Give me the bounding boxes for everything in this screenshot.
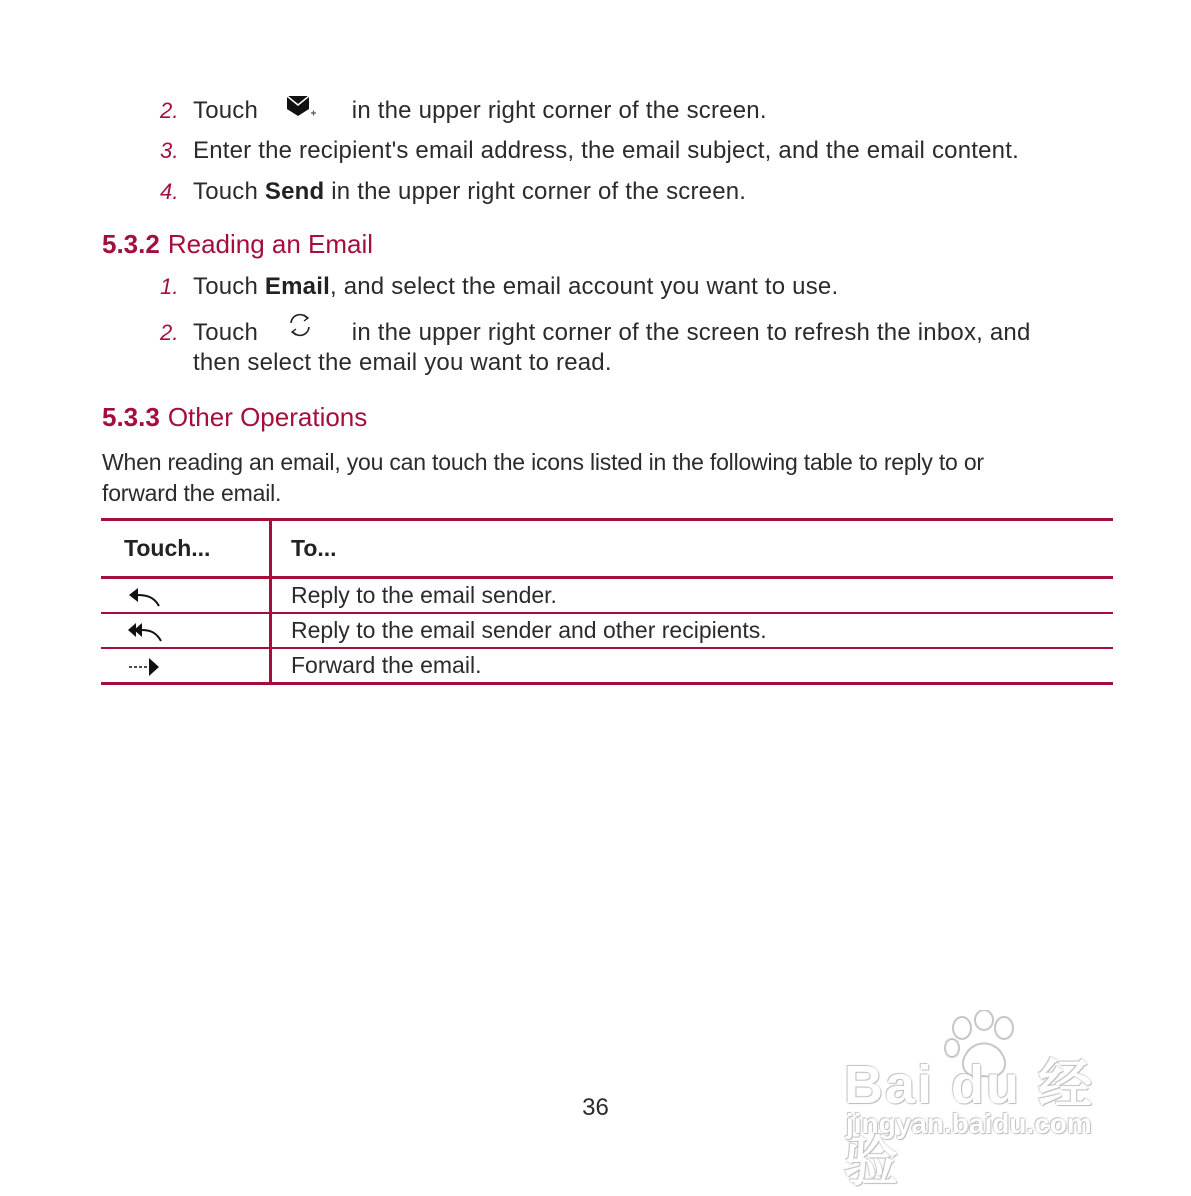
- baidu-jingyan-watermark: [840, 1010, 1140, 1192]
- step-text: in the upper right corner of the screen to refresh the inbox, and: [351, 319, 1031, 346]
- table-cell: Reply to the email sender and other recipients.: [291, 617, 767, 643]
- step-text: then select the email you want to read.: [193, 349, 612, 376]
- column-header-to: To...: [291, 535, 337, 561]
- step-number: 2.: [160, 320, 179, 345]
- intro-line: forward the email.: [102, 480, 282, 506]
- step-number: 4.: [160, 179, 179, 204]
- table-row: [101, 648, 1113, 684]
- watermark-brand: Bai du 经验: [844, 1055, 1095, 1192]
- step-text: in the upper right corner of the screen.: [324, 178, 747, 205]
- step-text: Touch: [193, 178, 265, 205]
- intro-line: When reading an email, you can touch the icons listed in the following table to reply to or: [102, 449, 984, 475]
- section-number: 5.3.2: [102, 229, 160, 259]
- reply-icon: [127, 582, 163, 608]
- step-text: , and select the email account you want to use.: [329, 273, 839, 300]
- section-heading-operations: [102, 402, 367, 432]
- table-header-row: [101, 520, 1113, 578]
- step-text: Touch: [193, 97, 259, 124]
- section-title: Reading an Email: [167, 229, 374, 259]
- section-title: Other Operations: [167, 402, 368, 432]
- step-text: Touch: [193, 273, 265, 300]
- step-text: Enter the recipient's email address, the email subject, and the email content.: [193, 137, 1019, 164]
- section-number: 5.3.3: [102, 402, 160, 432]
- step-text: Touch: [193, 319, 259, 346]
- step-text: in the upper right corner of the screen.: [351, 97, 767, 124]
- table-cell: Reply to the email sender.: [291, 582, 557, 608]
- watermark-url: jingyan.baidu.com: [846, 1108, 1092, 1139]
- table-cell: Forward the email.: [291, 652, 482, 678]
- page-number: 36: [582, 1094, 609, 1121]
- step-number: 3.: [160, 138, 179, 163]
- step-number: 2.: [160, 98, 179, 123]
- forward-icon: [127, 652, 163, 678]
- operations-intro: [102, 447, 1092, 509]
- column-header-touch: Touch...: [101, 520, 271, 578]
- email-keyword: Email: [264, 273, 330, 300]
- compose-mail-icon: [283, 96, 327, 122]
- operations-table: [101, 518, 1113, 685]
- step-number: 1.: [160, 274, 179, 299]
- table-row: [101, 578, 1113, 614]
- reply-all-icon: [127, 617, 165, 643]
- refresh-icon: [283, 318, 327, 344]
- send-keyword: Send: [264, 178, 325, 205]
- table-row: [101, 613, 1113, 648]
- section-heading-reading: [102, 229, 373, 259]
